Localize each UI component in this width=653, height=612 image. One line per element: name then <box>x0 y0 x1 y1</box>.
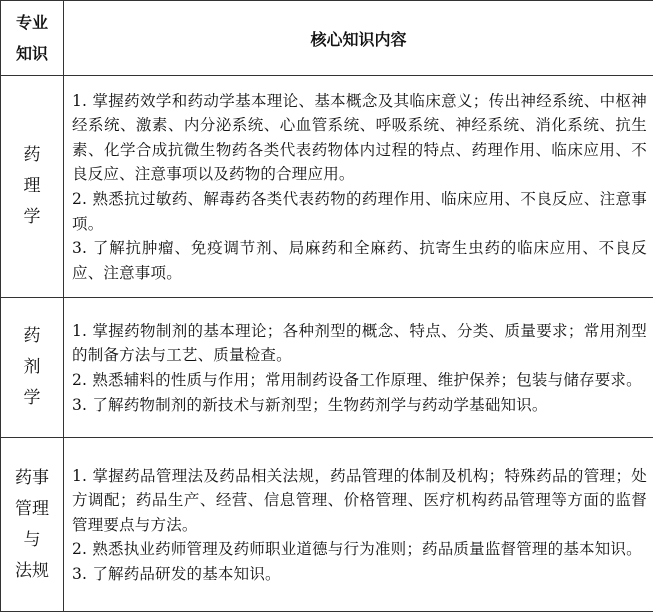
subject-cell-pharmaceutics <box>1 298 64 438</box>
subject-line: 管理 <box>15 498 49 519</box>
subject-char: 理 <box>23 176 41 196</box>
subject-char: 药 <box>23 326 41 346</box>
subject-char: 学 <box>23 207 41 227</box>
header-subject-line-1: 专业 <box>15 13 48 32</box>
table-row-pharmaceutics <box>1 298 653 438</box>
content-item: 3. 了解药品研发的基本知识。 <box>72 564 281 583</box>
header-content-cell: 核心知识内容 <box>64 1 653 76</box>
content-item: 3. 了解抗肿瘤、免疫调节剂、局麻药和全麻药、抗寄生虫药的临床应用、不良反应、注意事项。 <box>72 239 647 282</box>
content-item: 2. 熟悉执业药师管理及药师职业道德与行为准则；药品质量监督管理的基本知识。 <box>72 540 642 559</box>
header-subject-line-2: 知识 <box>15 44 48 63</box>
table-row-pharmacology <box>1 76 653 298</box>
subject-cell-pharmacology <box>1 76 64 298</box>
content-item: 1. 掌握药效学和药动学基本理论、基本概念及其临床意义；传出神经系统、中枢神经系统、激素、内分泌系统、心血管系统、呼吸系统、神经系统、消化系统、抗生素、化学合成抗微生物药各类代表药物体内过程的特点、药理作用、临床应用、不良反应、注意事项以及药物的合理应用。 <box>72 91 647 184</box>
content-item: 1. 掌握药物制剂的基本理论；各种剂型的概念、特点、分类、质量要求；常用剂型的制备方法与工艺、质量检查。 <box>72 321 647 365</box>
content-item: 1. 掌握药品管理法及药品相关法规，药品管理的体制及机构；特殊药品的管理；处方调配；药品生产、经营、信息管理、价格管理、医疗机构药品管理等方面的监督管理要点与方法。 <box>72 466 647 534</box>
content-cell-pharmaceutics <box>64 298 653 438</box>
content-item: 2. 熟悉抗过敏药、解毒药各类代表药物的药理作用、临床应用、不良反应、注意事项。 <box>72 190 647 233</box>
content-cell-pharmacy-law <box>64 438 653 612</box>
header-subject-cell <box>1 1 64 76</box>
subject-line: 法规 <box>15 560 49 581</box>
content-cell-pharmacology <box>64 76 653 298</box>
subject-char: 药 <box>23 145 41 165</box>
table-row-pharmacy-law <box>1 438 653 612</box>
subject-line: 药事 <box>15 467 49 488</box>
subject-line: 与 <box>23 529 41 550</box>
table-header-row <box>1 1 653 76</box>
content-item: 3. 了解药物制剂的新技术与新剂型；生物药剂学与药动学基础知识。 <box>72 395 548 414</box>
subject-char: 剂 <box>23 357 41 377</box>
subject-char: 学 <box>23 388 41 408</box>
subject-cell-pharmacy-law <box>1 438 64 612</box>
content-item: 2. 熟悉辅料的性质与作用；常用制药设备工作原理、维护保养；包装与储存要求。 <box>72 371 642 389</box>
